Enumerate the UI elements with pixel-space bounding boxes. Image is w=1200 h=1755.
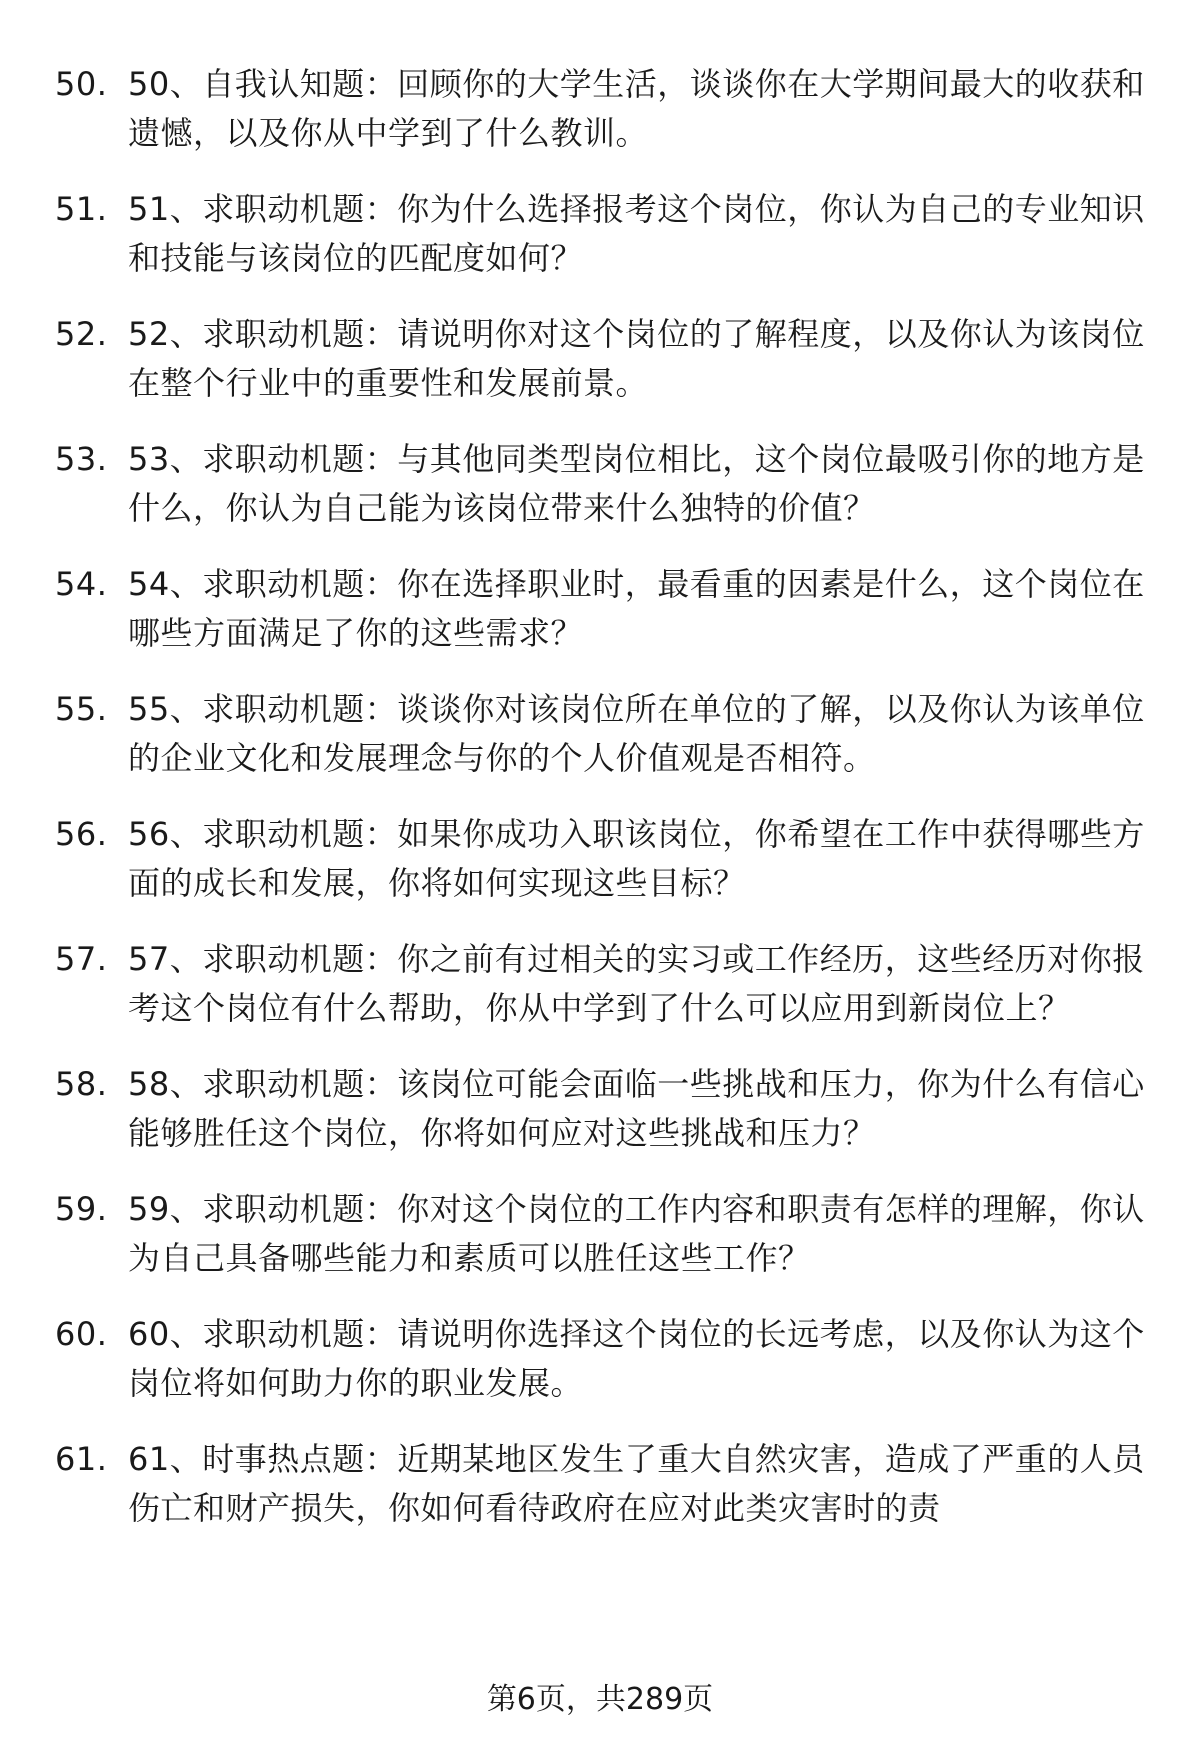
question-number: 51. (55, 190, 108, 228)
question-text: 58、求职动机题：该岗位可能会面临一些挑战和压力，你为什么有信心能够胜任这个岗位，你将如何应对这些挑战和压力？ (128, 1065, 1145, 1152)
page-footer: 第6页，共289页 (486, 1682, 714, 1717)
question-list (0, 60, 1200, 1560)
question-item (0, 185, 1200, 283)
question-item (0, 435, 1200, 533)
question-item (0, 935, 1200, 1033)
question-number: 56. (55, 815, 108, 853)
question-item (0, 1310, 1200, 1408)
question-text: 53、求职动机题：与其他同类型岗位相比，这个岗位最吸引你的地方是什么，你认为自己能为该岗位带来什么独特的价值？ (128, 440, 1145, 527)
question-number: 58. (55, 1065, 108, 1103)
question-number: 52. (55, 315, 108, 353)
question-text: 57、求职动机题：你之前有过相关的实习或工作经历，这些经历对你报考这个岗位有什么帮助，你从中学到了什么可以应用到新岗位上？ (128, 940, 1145, 1027)
question-text: 51、求职动机题：你为什么选择报考这个岗位，你认为自己的专业知识和技能与该岗位的匹配度如何？ (128, 190, 1145, 277)
question-item (0, 810, 1200, 908)
question-text: 55、求职动机题：谈谈你对该岗位所在单位的了解，以及你认为该单位的企业文化和发展理念与你的个人价值观是否相符。 (128, 690, 1145, 777)
question-text: 56、求职动机题：如果你成功入职该岗位，你希望在工作中获得哪些方面的成长和发展，你将如何实现这些目标？ (128, 815, 1145, 902)
question-text: 61、时事热点题：近期某地区发生了重大自然灾害，造成了严重的人员伤亡和财产损失，你如何看待政府在应对此类灾害时的责 (128, 1440, 1145, 1527)
question-text: 50、自我认知题：回顾你的大学生活，谈谈你在大学期间最大的收获和遗憾，以及你从中学到了什么教训。 (128, 65, 1145, 152)
question-number: 50. (55, 65, 108, 103)
question-number: 53. (55, 440, 108, 478)
question-number: 59. (55, 1190, 108, 1228)
question-item (0, 685, 1200, 783)
question-item (0, 1060, 1200, 1158)
question-number: 54. (55, 565, 108, 603)
question-item (0, 60, 1200, 158)
question-item (0, 560, 1200, 658)
question-text: 54、求职动机题：你在选择职业时，最看重的因素是什么，这个岗位在哪些方面满足了你的这些需求？ (128, 565, 1145, 652)
question-text: 52、求职动机题：请说明你对这个岗位的了解程度，以及你认为该岗位在整个行业中的重要性和发展前景。 (128, 315, 1145, 402)
question-number: 55. (55, 690, 108, 728)
question-number: 61. (55, 1440, 108, 1478)
question-number: 60. (55, 1315, 108, 1353)
question-item (0, 1435, 1200, 1533)
question-text: 59、求职动机题：你对这个岗位的工作内容和职责有怎样的理解，你认为自己具备哪些能力和素质可以胜任这些工作？ (128, 1190, 1145, 1277)
question-number: 57. (55, 940, 108, 978)
question-item (0, 310, 1200, 408)
question-item (0, 1185, 1200, 1283)
question-text: 60、求职动机题：请说明你选择这个岗位的长远考虑，以及你认为这个岗位将如何助力你的职业发展。 (128, 1315, 1145, 1402)
